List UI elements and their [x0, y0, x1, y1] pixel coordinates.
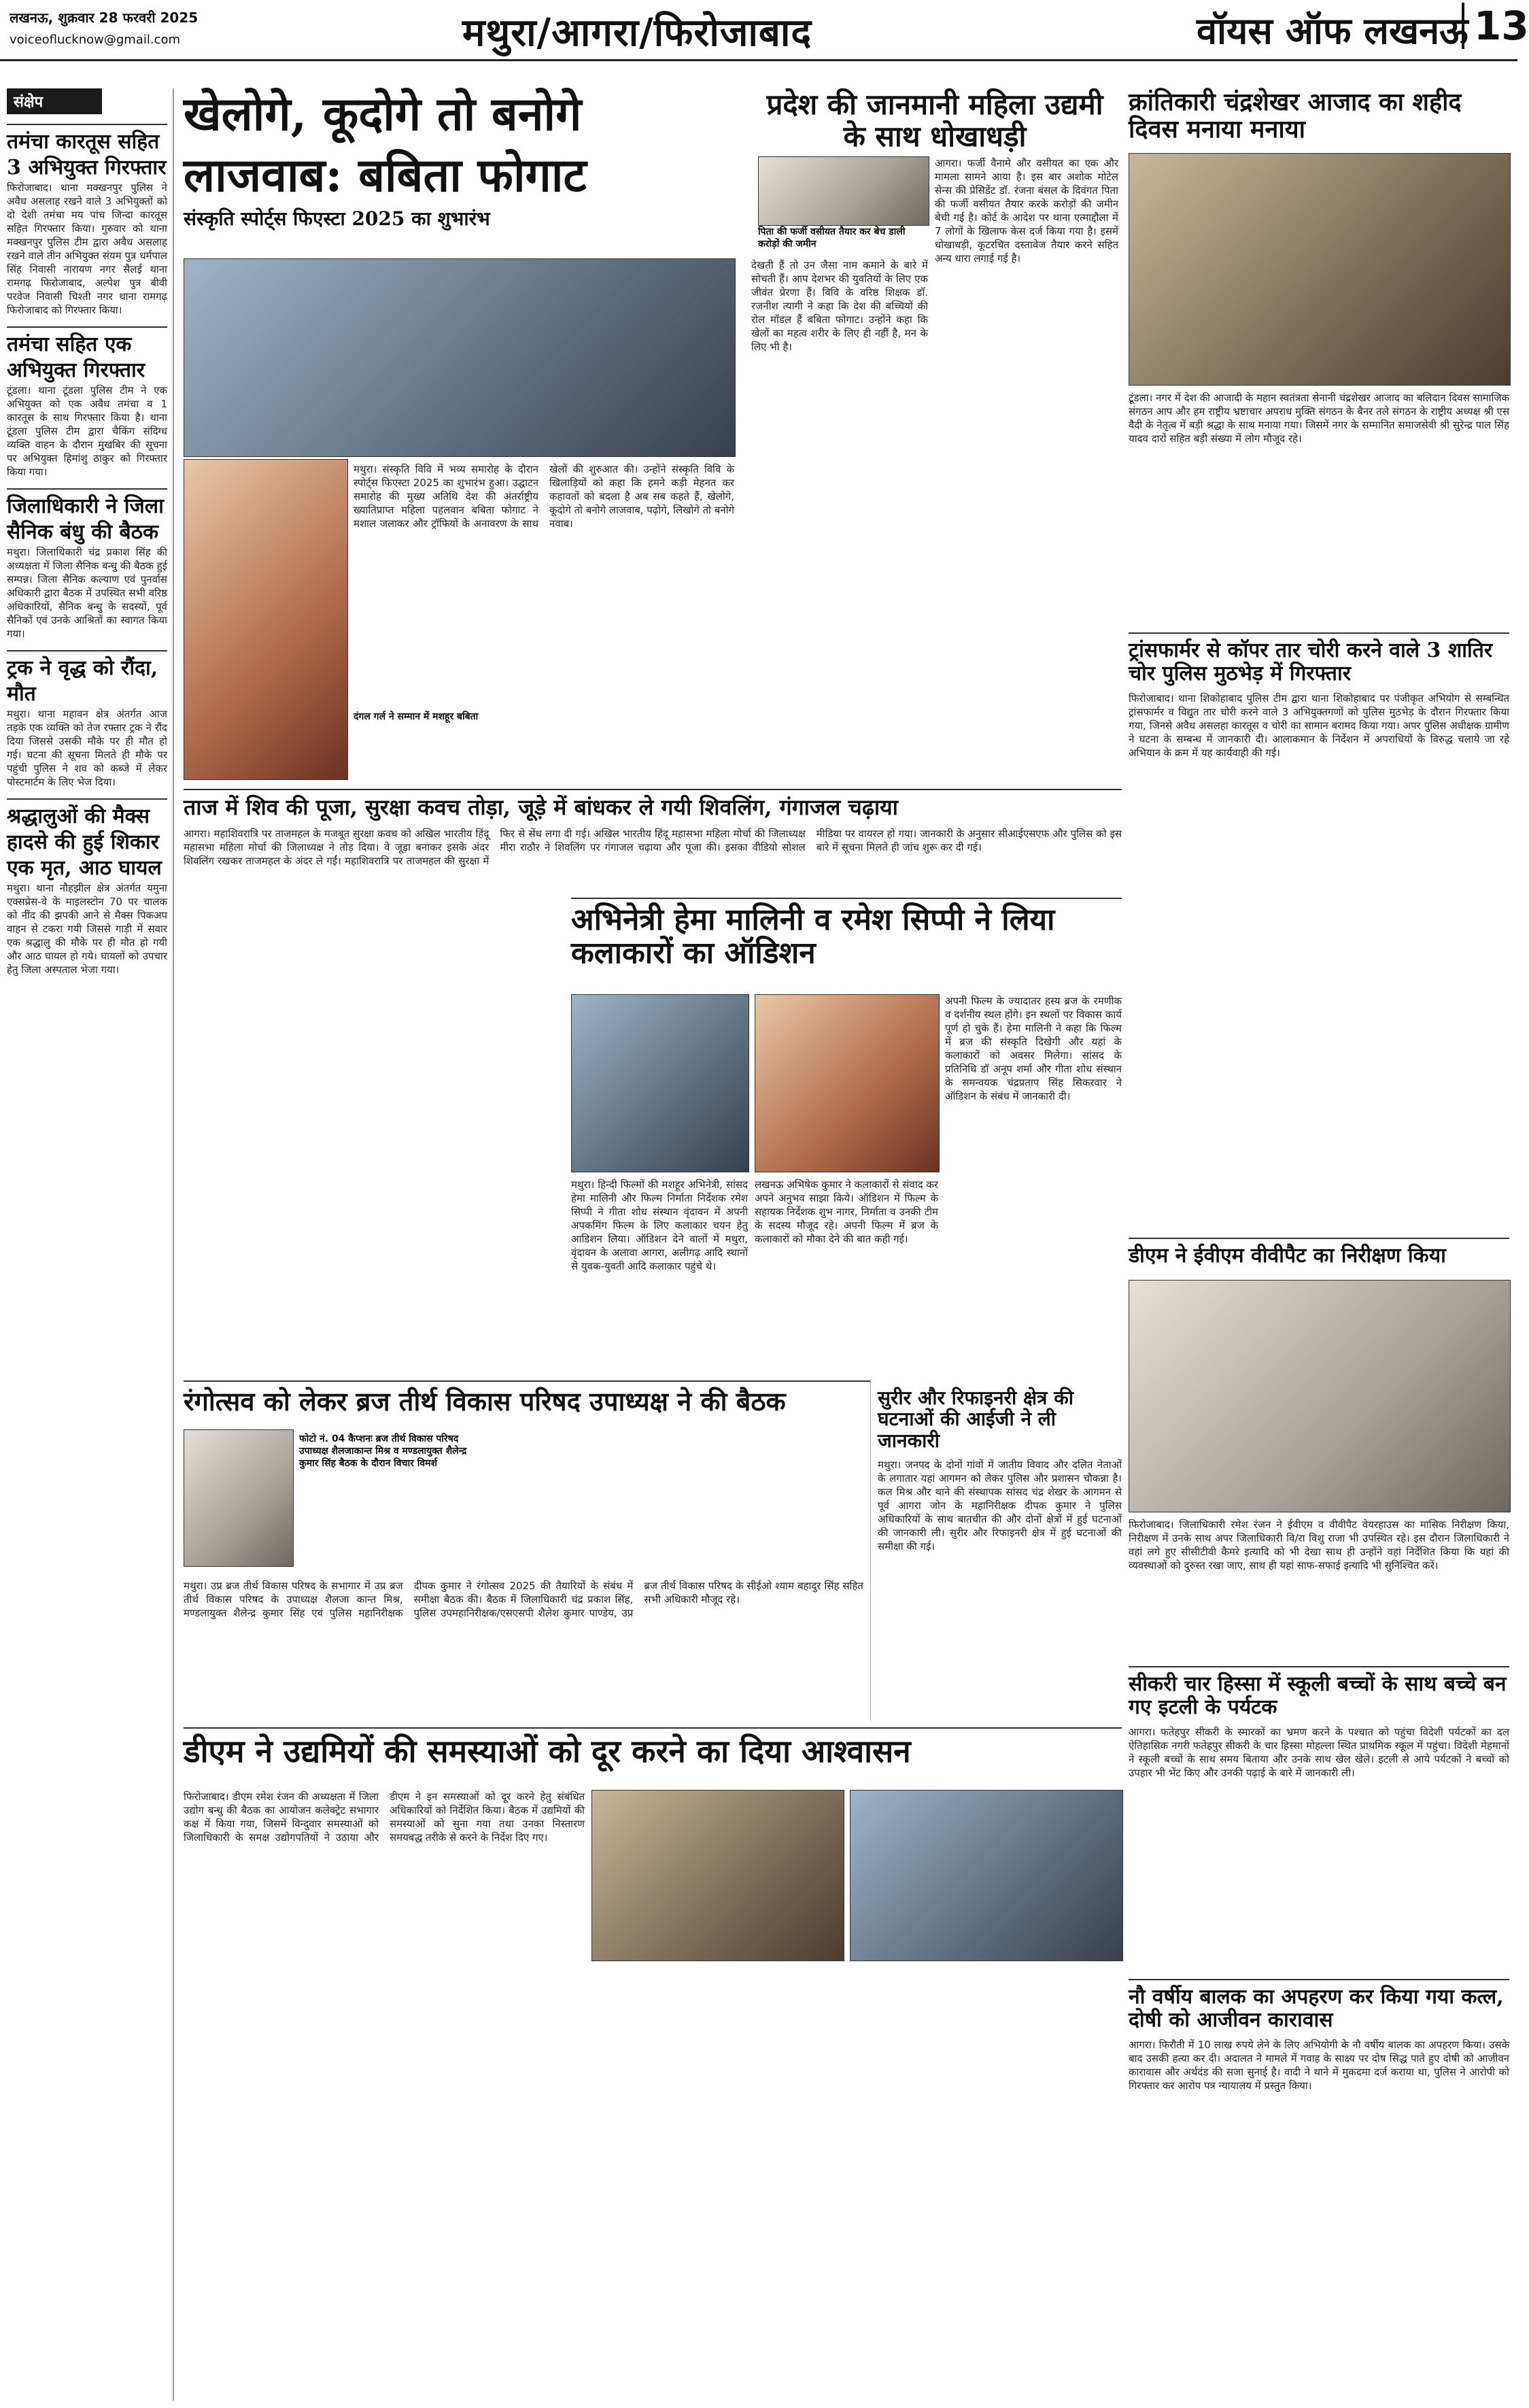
brief-title: तमंचा कारतूस सहित 3 अभियुक्त गिरफ्तार [7, 124, 167, 181]
article-body-3: अपनी फिल्म के ज्यादातर हस्य ब्रज के रमणीक व दर्शनीय स्थल होंगे। इन स्थलों पर विकास कार्य पूर्ण हो चुके हैं। हेमा मालिनी ने कहा कि फिल्म में ब्रज की संस्कृति दिखेगी और यहां के कलाकारों को अवसर मिलेगा। सांसद के प्रतिनिधि डॉ अनूप शर्मा और गीता शोध संस्थान के समन्वयक चंद्रप्रताप सिंह सिकरवार ने ऑडिशन के संबंध में जानकारी दी। [945, 995, 1122, 1102]
article-body: फिरोजाबाद। जिलाधिकारी रमेश रंजन ने ईवीएम व वीवीपैट वेयरहाउस का मासिक निरीक्षण किया, निरीक्षण में उनके साथ अपर जिलाधिकारी वि/रा विशु राजा भी उपस्थित रहे। इस दौरान जिलाधिकारी ने वहां लगे हुए सीसीटीवी कैमरे इत्यादि को भी देखा साथ ही उन्होंने वहां निर्देशित किया कि यहां की व्यवस्थाओं को दुरुस्त रखा जाए, साथ ही यहां साफ-सफाई इत्यादि भी सुनिश्चित करें। [1129, 1519, 1509, 1572]
fraud-photo-caption: पिता की फर्जी वसीयत तैयार कर बेच डाली करोड़ों की जमीन [758, 226, 906, 250]
brief-item [7, 326, 167, 479]
headline: नौ वर्षीय बालक का अपहरण कर किया गया कत्ल, दोषी को आजीवन कारावास [1129, 1985, 1504, 2032]
babita-photo [184, 459, 348, 780]
fraud-photo-block [758, 156, 928, 258]
sports-fest-photo [184, 258, 736, 457]
sidebar-tag: संक्षेप [7, 88, 102, 114]
brief-title: जिलाधिकारी ने जिला सैनिक बंधु की बैठक [7, 488, 167, 545]
meeting-photo [184, 1429, 294, 1567]
photo-caption: फोटो नं. 04 कैप्शनः ब्रज तीर्थ विकास परिषद उपाध्यक्ष शैलजाकान्त मिश्र व मण्डलायुक्त शैलेन्द्र कुमार सिंह बैठक के दौरान विचार विमर्श [299, 1434, 467, 1469]
evm-inspection-photo [1129, 1280, 1511, 1512]
article-body: टूंडला। नगर में देश की आजादी के महान स्वतंत्रता सेनानी चंद्रशेखर आजाद का बलिदान दिवस सामाजिक संगठन आप और हम राष्ट्रीय भ्रष्टाचार अपराध मुक्ति संगठन के बैनर तले संगठन के राष्ट्रीय अध्यक्ष श्री एस वैदी के नेतृत्व में बड़ी श्रद्धा के साथ मनाया गया। जिसमें नगर के सम्मानित समाजसेवी श्री सुरेन्द्र पाल सिंह यादव दारों सहित बड़ी संख्या में लोग मौजूद रहे। [1129, 392, 1509, 445]
headline: रंगोत्सव को लेकर ब्रज तीर्थ विकास परिषद उपाध्यक्ष ने की बैठक [184, 1386, 786, 1417]
headline: ट्रांसफार्मर से कॉपर तार चोरी करने वाले 3 शातिर चोर पुलिस मुठभेड़ में गिरफ्तार [1129, 639, 1493, 685]
subheadline: संस्कृति स्पोर्ट्स फिएस्टा 2025 का शुभारंभ [184, 207, 490, 231]
headline: क्रांतिकारी चंद्रशेखर आजाद का शहीद दिवस मनाया मनाया [1129, 88, 1462, 144]
article-transformer [1129, 632, 1509, 1231]
babita-continued: देखती हैं तो उन जैसा नाम कमाने के बारे में सोचती हैं। आप देशभर की युवतियों के लिए एक जीवंत प्रेरणा हैं। विवि के वरिष्ठ शिक्षक डॉ. रजनीश त्यागी ने कहा कि देश की बच्चियों की रोल मॉडल हैं बबिता फोगाट। उन्होंने कहा कि खेलों का महत्व शरीर के लिए ही नहीं है, मन के लिए भी है। [751, 259, 928, 353]
industry-meeting-photo-2 [850, 1790, 1123, 1961]
article-dm-industry [184, 1727, 1122, 2401]
brief-title: तमंचा सहित एक अभियुक्त गिरफ्तार [7, 326, 167, 384]
article-body-2: लखनऊ अभिषेक कुमार ने कलाकारों से संवाद कर अपने अनुभव साझा किये। ऑडिशन में फिल्म के सहायक निर्देशक शुभ नागर, निर्माता व उनकी टीम के सदस्य मौजूद रहे। अपनी फिल्म में ब्रज के कलाकारों को मौका देने की बात कही गई। [755, 1178, 938, 1245]
azad-event-photo [1129, 153, 1511, 386]
fraud-photo [758, 156, 929, 226]
article-evm [1129, 1238, 1509, 1659]
fraud-body: आगरा। फर्जी वैनामे और वसीयत का एक और मामला सामने आया है। इस बार अशोक मोटेल सेन्स की प्रेसिडेंट डॉ. रंजना बंसल के दिवंगत पिता की फर्जी वसीयत तैयार करके करोड़ों की जमीन बेची गई है। कोर्ट के आदेश पर थाना एत्माद्दौला में 7 लोगों के खिलाफ केस दर्ज किया गया है। इसमें धोखाधड़ी, कूटरचित दस्तावेज तैयार करने सहित अन्य धारा लगाई गई है। [935, 157, 1118, 265]
brief-item [7, 488, 167, 641]
brief-item [7, 650, 167, 789]
audition-photo-1 [571, 994, 749, 1172]
headline: डीएम ने ईवीएम वीवीपैट का निरीक्षण किया [1129, 1244, 1446, 1268]
article-body: फिरोजाबाद। थाना शिकोहाबाद पुलिस टीम द्वारा थाना शिकोहाबाद पर पंजीकृत अभियोग से सम्बन्धित ट्रांसफार्मर व विद्युत तार चोरी करने वाले 3 अभियुक्तगणों को पुलिस मुठभेड़ के दौरान गिरफ्तार किया गया, जिनसे अवैध असलहा कारतूस व चोरी का सामान बरामद किया गया। अपर पुलिस अधीक्षक ग्रामीण ने घटना के सम्बन्ध में जानकारी दी। आलाकमान के निर्देशन में अपराधियों के विरुद्ध चलाये जा रहे अभियान के क्रम में यह कार्यवाही की गई। [1129, 692, 1509, 760]
article-body: मथुरा। उप्र ब्रज तीर्थ विकास परिषद के सभागार में उप्र ब्रज तीर्थ विकास परिषद के उपाध्यक्ष शैलजा कान्त मिश्र, मण्डलायुक्त शैलेन्द्र कुमार सिंह एवं पुलिस महानिरीक्षक दीपक कुमार ने रंगोत्सव 2025 की तैयारियों के संबंध में समीक्षा बैठक की। बैठक में जिलाधिकारी चंद्र प्रकाश सिंह, पुलिस उपमहानिरीक्षक/एसएसपी शैलेश कुमार पाण्डेय, उप्र ब्रज तीर्थ विकास परिषद के सीईओ श्याम बहादुर सिंह सहित सभी अधिकारी मौजूद रहे। [184, 1580, 863, 1619]
article-body: फिरोजाबाद। डीएम रमेश रंजन की अध्यक्षता में जिला उद्योग बन्धु की बैठक का आयोजन कलेक्ट्रेट सभागार कक्ष में किया गया, जिसमें विन्दुवार समस्याओं को जिलाधिकारी के समक्ष उद्योगपतियों ने उठाया और डीएम ने इन समस्याओं को दूर करने हेतु संबंधित अधिकारियों को निर्देशित किया। बैठक में उद्यमियों की समस्याओं को सुना गया तथा उनका निस्तारण समयबद्ध तरीके से करने के निर्देश दिए गए। [184, 1791, 585, 1844]
headline-line-1: खेलोगे, कूदोगे तो बनोगे [184, 87, 582, 141]
brief-body: मथुरा। थाना महावन क्षेत्र अंतर्गत आज तड़के एक व्यक्ति को तेज रफ्तार ट्रक ने रौंद दिया जिससे उसकी मौके पर ही मौत हो गई। घटना की सूचना मिलते ही मौके पर पहुंची पुलिस ने शव को कब्जे में लेकर पोस्टमार्टम के लिए भेज दिया। [7, 708, 167, 788]
article-body: आगरा। फिरौती में 10 लाख रुपये लेने के लिए अभियोगी के नौ वर्षीय बालक का अपहरण किया। उसके बाद उसकी हत्या कर दी। अदालत ने मामले में गवाह के साक्ष्य पर दोष सिद्ध पाते हुए दोषी को आजीवन कारावास और अर्थदंड की सजा सुनाई है। वादी ने थाने में मुकदमा दर्ज कराया था, पुलिस ने आरोपी को गिरफ्तार कर आरोप पत्र न्यायालय में प्रस्तुत किया। [1129, 2039, 1509, 2092]
article-babita [184, 88, 748, 782]
article-body: आगरा। महाशिवरात्रि पर ताजमहल के मजबूत सुरक्षा कवच को अखिल भारतीय हिंदू महासभा महिला मोर्चा की जिलाध्यक्ष ने तोड़ दिया। वे जूड़ा बनाकर इसके अंदर शिवलिंग रखकर ताजमहल के अंदर ले गईं। महाशिवरात्रि पर ताजमहल की सुरक्षा में फिर से सेंध लगा दी गई। अखिल भारतीय हिंदू महासभा महिला मोर्चा की जिलाध्यक्ष मीरा राठौर ने शिवलिंग पर गंगाजल चढ़ाया और पूजा की। इसका वीडियो सोशल मीडिया पर वायरल हो गया। जानकारी के अनुसार सीआईएसएफ और पुलिस को इस बारे में सूचना मिलते ही जांच शुरू कर दी गई। [184, 827, 1122, 867]
headline: ताज में शिव की पूजा, सुरक्षा कवच तोड़ा, जूड़े में बांधकर ले गयी शिवलिंग, गंगाजल चढ़ाया [184, 794, 898, 820]
header-date: लखनऊ, शुक्रवार 28 फरवरी 2025 [10, 10, 199, 26]
brief-title: ट्रक ने वृद्ध को रौंदा, मौत [7, 650, 167, 707]
article-italy [1129, 1666, 1509, 1972]
article-body: मथुरा। जनपद के दोनों गांवों में जातीय विवाद और दलित नेताओं के लगातार यहां आगमन को लेकर पुलिस और प्रशासन चौकन्ना है। कल मिश्र और थाने की संस्थापक सांसद चंद्र शेखर के आगमन से पूर्व आगरा जोन के महानिरीक्षक दीपक कुमार ने पुलिस अधिकारियों के साथ बातचीत की और दोनों क्षेत्रों में हुई घटनाओं की जानकारी ली। सुरीर और रिफाइनरी क्षेत्र में हुई घटनाओं की समीक्षा की गई। [878, 1459, 1122, 1553]
article-azad [1129, 88, 1509, 626]
article-hema [571, 898, 1122, 1374]
brief-item [7, 798, 167, 977]
sidebar-briefs [7, 88, 174, 2401]
headline: प्रदेश की जानमानी महिला उद्यमी के साथ धोखाधड़ी [766, 88, 1103, 154]
article-body: मथुरा। संस्कृति विवि में भव्य समारोह के दौरान स्पोर्ट्स फिएस्टा 2025 का शुभारंभ हुआ। उद्घाटन समारोह की मुख्य अतिथि देश की अंतर्राष्ट्रीय ख्यातिप्राप्त महिला पहलवान बबिता फोगाट ने मशाल जलाकर और ट्रॉफियों के अनावरण के साथ खेलों की शुरुआत की। उन्होंने संस्कृति विवि के खिलाड़ियों को कहा कि हमने कड़ी मेहनत कर कहावतों को बदला है अब सब कहते हैं, खेलोगे, कूदोगे तो बनोगे लाजवाब, पढ़ोगे, लिखोगे तो बनोगे नवाब। [354, 463, 734, 530]
header-site[interactable]: voiceoflucknow@gmail.com [10, 33, 181, 47]
audition-photo-2 [755, 994, 940, 1172]
page-number: 13 [1462, 3, 1529, 49]
headline: सुरीर और रिफाइनरी क्षेत्र की घटनाओं की आईजी ने ली जानकारी [878, 1387, 1073, 1452]
article-surir [870, 1380, 1122, 1720]
article-body-1: मथुरा। हिन्दी फिल्मों की मशहूर अभिनेत्री, सांसद हेमा मालिनी और फिल्म निर्माता निर्देशक रमेश सिप्पी ने गीता शोध संस्थान वृंदावन में अपनी अपकमिंग फिल्म के लिए कलाकार चयन हेतु आडिशन लिया। ऑडिशन देने वालों में मथुरा, वृंदावन के अलावा आगरा, अलीगढ़ आदि स्थानों से युवक-युवती आदि कलाकार पहुंचे थे। [571, 1178, 748, 1272]
brief-body: टूंडला। थाना टूंडला पुलिस टीम ने एक अभियुक्त को एक अवैध तमंचा व 1 कारतूस के साथ गिरफ्तार किया है। थाना टूंडला पुलिस टीम द्वारा चैकिंग संदिग्ध व्यक्ति वाहन के दौरान मुखबिर की सूचना पर अभियुक्त हिमांशु ठाकुर को गिरफ्तार किया गया। [7, 384, 167, 478]
headline: सीकरी चार हिस्सा में स्कूली बच्चों के साथ बच्चे बन गए इटली के पर्यटक [1129, 1672, 1507, 1719]
header-brand: वॉयस ऑफ लखनऊ [1197, 9, 1468, 52]
article-body: आगरा। फतेहपुर सीकरी के स्मारकों का भ्रमण करने के पश्चात को पहुंचा विदेशी पर्यटकों का दल ऐतिहासिक नगरी फतेहपुर सीकरी के चार हिस्सा मोहल्ला स्थित प्राथमिक स्कूल में पहुंचा। विदेशी मेहमानों ने स्कूली बच्चों के साथ समय बिताया और उनके साथ खेल खेले। इटली से आये पर्यटकों ने बच्चों को उपहार भी भेंट किए और उनकी पढ़ाई के बारे में जानकारी ली। [1129, 1726, 1509, 1780]
brief-body: फिरोजाबाद। थाना मक्खनपुर पुलिस ने अवैध असलाह रखने वाले 3 अभियुक्तों को दो देशी तमंचा मय पांच जिन्दा कारतूस सहित गिरफ्तार किया। गुरुवार को थाना मक्खनपुर पुलिस टीम द्वारा अवैध असलाह रखने वाले तीन अभियुक्त संयम पुत्र धर्मपाल सिंह निवासी नारायण नगर सैलई थाना रामगढ़ फिरोजाबाद, अल्पेश पुत्र बीवी परवेज निवासी चिश्ती नगर थाना रामगढ़ फिरोजाबाद को गिरफ्तार किया। [7, 182, 167, 316]
industry-meeting-photo-1 [591, 1790, 844, 1961]
brief-item [7, 124, 167, 317]
headline: अभिनेत्री हेमा मालिनी व रमेश सिप्पी ने लिया कलाकारों का ऑडिशन [571, 902, 1055, 971]
headline: डीएम ने उद्यमियों की समस्याओं को दूर करने का दिया आश्वासन [184, 1733, 911, 1769]
header-city: मथुरा/आगरा/फिरोजाबाद [462, 10, 812, 55]
article-caption: दंगल गर्ल ने सम्मान में मशहूर बबिता [354, 711, 479, 722]
brief-body: मथुरा। थाना नौहझील क्षेत्र अंतर्गत यमुना एक्सप्रेस-वे के माइलस्टोन 70 पर चालक को नींद की झपकी आने से मैक्स पिकअप वाहन से टकरा गयी जिससे गाड़ी में सवार एक श्रद्धालु की मौके पर ही मौत हो गयी और आठ घायल हो गये। घायलों को उपचार हेतु जिला अस्पताल भेजा गया। [7, 882, 167, 976]
headline-line-2: लाजवाब: बबिता फोगाट [184, 148, 587, 203]
article-kidnap [1129, 1979, 1509, 2401]
page-header [0, 0, 1529, 61]
brief-title: श्रद्धालुओं की मैक्स हादसे की हुई शिकार एक मृत, आठ घायल [7, 798, 167, 881]
brief-body: मथुरा। जिलाधिकारी चंद्र प्रकाश सिंह की अध्यक्षता में जिला सैनिक बन्धु की बैठक हुई सम्पन्न। जिला सैनिक कल्याण एवं पुनर्वास अधिकारी द्वारा बैठक में उपस्थित सभी वरिष्ठ अधिकारियों, सैनिक बन्धु के सदस्यों, पूर्व सैनिकों एवं उनके आश्रितों का स्वागत किया गया। [7, 546, 167, 640]
